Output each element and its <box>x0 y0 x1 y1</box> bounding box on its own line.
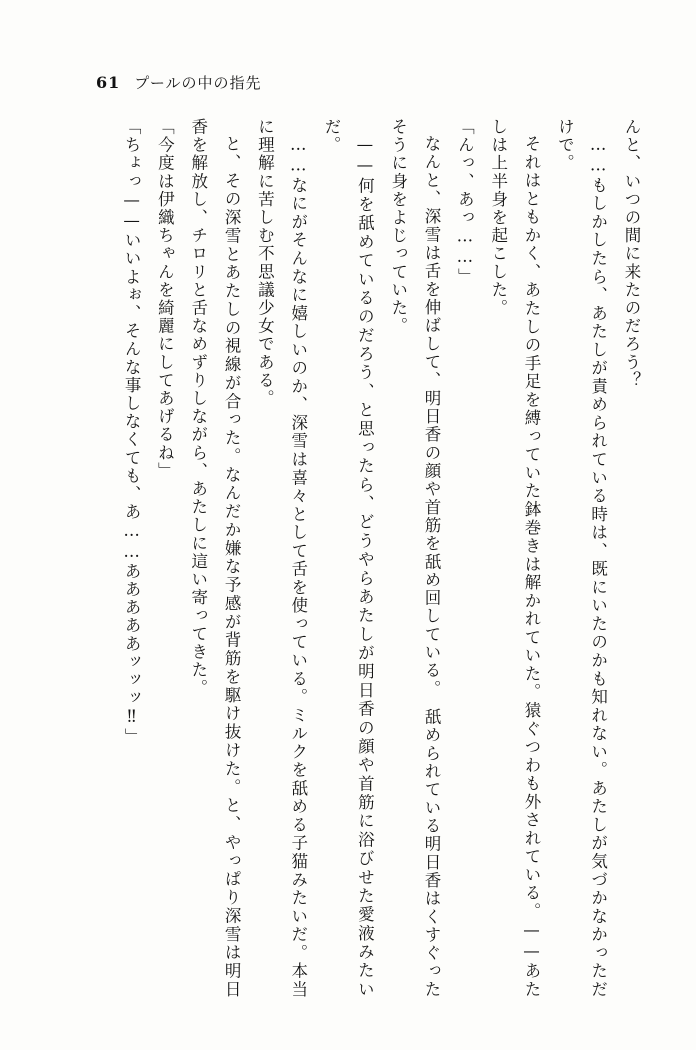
paragraph: なんと、深雪は舌を伸ばして、明日香の顔や首筋を舐め回している。 舐められている明日香はくすぐったそうに身をよじっていた。 <box>388 118 442 998</box>
body-text <box>58 118 648 998</box>
paragraph: ——何を舐めているのだろう、と思ったら、どうやらあたしが明日香の顔や首筋に浴びせた愛液みたいだ。 <box>322 118 375 998</box>
paragraph: ……もしかしたら、あたしが責められている時は、既にいたのかも知れない。あたしが気づかなかっただけで。 <box>555 118 608 998</box>
paragraph: 「ちょっ——いいよぉ、そんな事しなくても、あ……あああああッッッ‼︎」 <box>122 118 142 746</box>
paragraph: んと、いつの間に来たのだろう？ <box>622 118 641 390</box>
chapter-title: プールの中の指先 <box>134 74 262 92</box>
paragraph: 「んっ、あっ……」 <box>455 118 475 286</box>
running-head <box>96 72 262 93</box>
paragraph: それはともかく、あたしの手足を縛っていた鉢巻きは解かれていた。猿ぐつわも外されている。——あたしは上半身を起こした。 <box>488 118 542 998</box>
page-number: 61 <box>96 73 121 92</box>
paragraph: ……なにがそんなに嬉しいのか、深雪は喜々として舌を使っている。ミルクを舐める子猫みたいだ。本当に理解に苦しむ不思議少女である。 <box>255 118 308 998</box>
paragraph: 「今度は伊織ちゃんを綺麗にしてあげるね」 <box>155 118 175 480</box>
paragraph: と、その深雪とあたしの視線が合った。なんだか嫌な予感が背筋を駆け抜けた。と、やっぱり深雪は明日香を解放し、チロリと舌なめずりしながら、あたしに這い寄ってきた。 <box>188 118 242 998</box>
